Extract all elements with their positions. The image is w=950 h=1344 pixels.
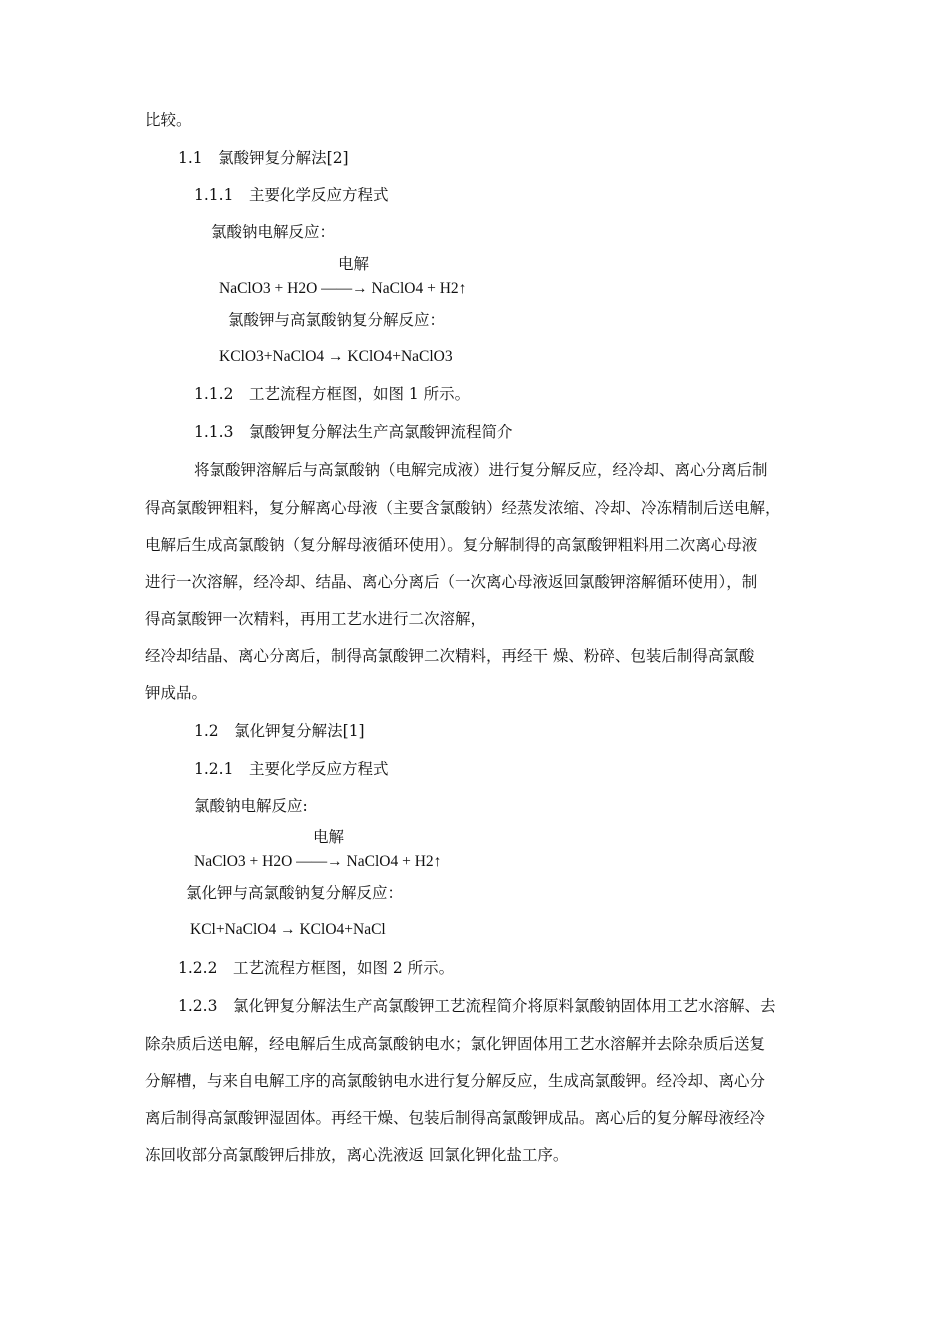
reaction-label: 氯酸钾与高氯酸钠复分解反应：: [228, 311, 446, 329]
subsection-heading-1-1-2: 1.1.2 工艺流程方框图，如图 1 所示。: [194, 385, 471, 403]
paragraph-line: 离后制得高氯酸钾湿固体。再经干燥、包装后制得高氯酸钾成品。离心后的复分解母液经冷: [145, 1109, 766, 1127]
paragraph-line: 冻回收部分高氯酸钾后排放，离心洗液返 回氯化钾化盐工序。: [145, 1146, 569, 1164]
section-heading-1-2: 1.2 氯化钾复分解法[1]: [194, 722, 365, 740]
reaction-label: 氯酸钠电解反应：: [211, 223, 336, 241]
paragraph-line: 得高氯酸钾一次精料，再用工艺水进行二次溶解，: [145, 610, 487, 628]
paragraph-line: 分解槽，与来自电解工序的高氯酸钠电水进行复分解反应，生成高氯酸钾。经冷却、离心分: [145, 1072, 766, 1090]
chemical-equation: KClO3+NaClO4 → KClO4+NaClO3: [219, 348, 453, 365]
reaction-label: 氯酸钠电解反应:: [194, 797, 308, 815]
chemical-equation: NaClO3 + H2O ——→ NaClO4 + H2↑: [194, 853, 442, 870]
chemical-equation: NaClO3 + H2O ——→ NaClO4 + H2↑: [219, 280, 467, 297]
paragraph-line: 电解后生成高氯酸钠（复分解母液循环使用）。复分解制得的高氯酸钾粗料用二次离心母液: [145, 536, 758, 554]
reaction-label: 氯化钾与高氯酸钠复分解反应：: [186, 884, 404, 902]
subsection-heading-1-2-2: 1.2.2 工艺流程方框图，如图 2 所示。: [178, 959, 455, 977]
subsection-heading-1-1-3: 1.1.3 氯酸钾复分解法生产高氯酸钾流程简介: [194, 423, 513, 441]
subsection-heading-1-1-1: 1.1.1 主要化学反应方程式: [194, 186, 389, 204]
chemical-equation: KCl+NaClO4 → KClO4+NaCl: [190, 921, 386, 938]
paragraph-line: 钾成品。: [145, 684, 208, 702]
subsection-heading-1-2-1: 1.2.1 主要化学反应方程式: [194, 760, 389, 778]
paragraph-line: 1.2.3 氯化钾复分解法生产高氯酸钾工艺流程简介将原料氯酸钠固体用工艺水溶解、去: [178, 997, 776, 1015]
paragraph-line: 得高氯酸钾粗料，复分解离心母液（主要含氯酸钠）经蒸发浓缩、冷却、冷冻精制后送电解，: [145, 499, 781, 517]
paragraph-line: 进行一次溶解，经冷却、结晶、离心分离后（一次离心母液返回氯酸钾溶解循环使用），制: [145, 573, 758, 591]
section-heading-1-1: 1.1 氯酸钾复分解法[2]: [178, 149, 349, 167]
paragraph-line: 经冷却结晶、离心分离后，制得高氯酸钾二次精料，再经干 燥、粉碎、包装后制得高氯酸: [145, 647, 755, 665]
arrow-condition-label: 电解: [338, 255, 370, 273]
arrow-condition-label: 电解: [313, 828, 345, 846]
text-line: 比较。: [145, 111, 192, 129]
paragraph-line: 除杂质后送电解，经电解后生成高氯酸钠电水；氯化钾固体用工艺水溶解并去除杂质后送复: [145, 1035, 766, 1053]
paragraph-line: 将氯酸钾溶解后与高氯酸钠（电解完成液）进行复分解反应，经冷却、离心分离后制: [194, 461, 768, 479]
